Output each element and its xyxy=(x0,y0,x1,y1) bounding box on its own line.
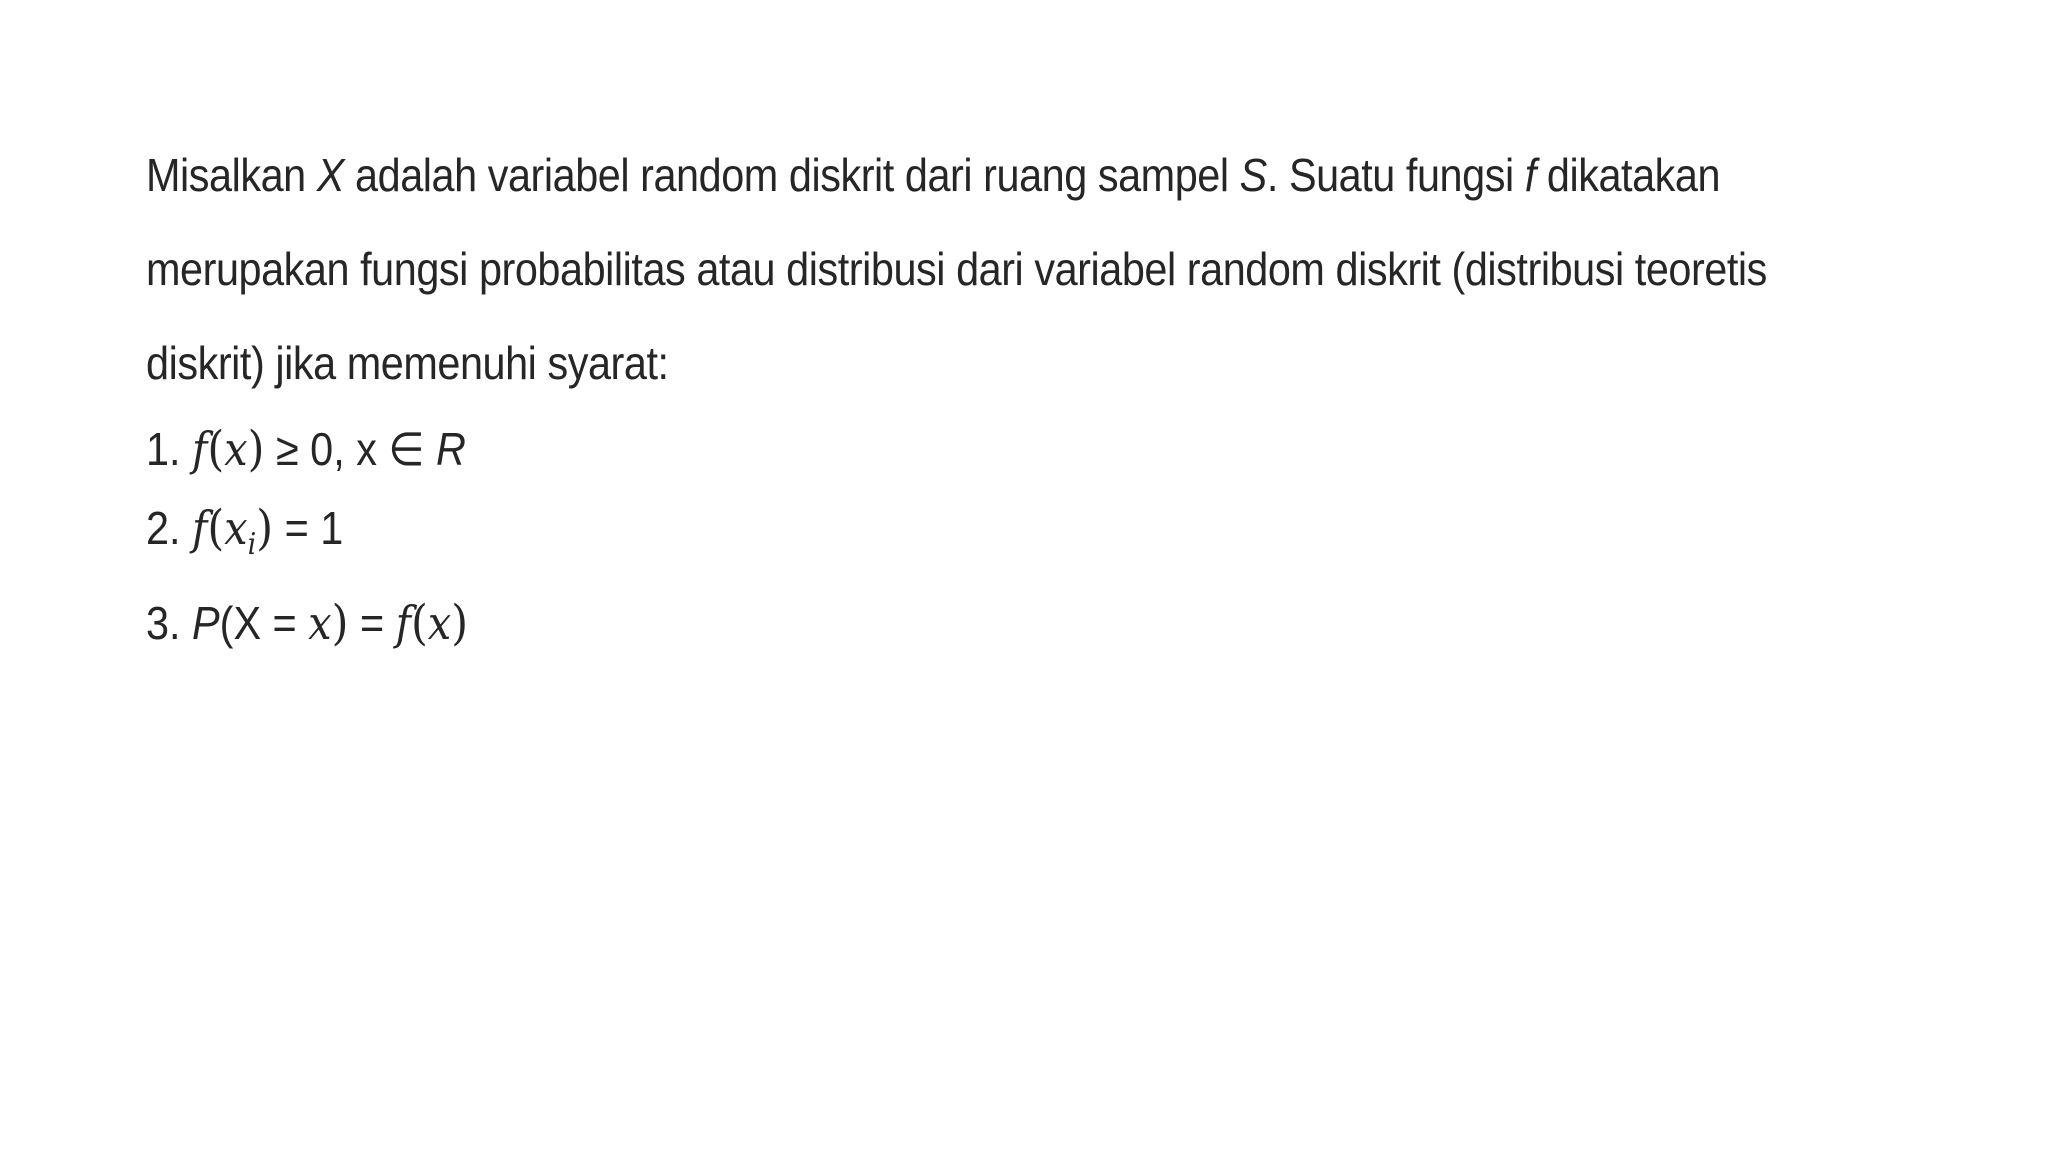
text-segment: Misalkan xyxy=(146,149,317,201)
math-paren: ) xyxy=(451,595,469,651)
math-paren: ) xyxy=(256,500,274,556)
math-paren: ) xyxy=(331,595,349,651)
text-segment: dikatakan xyxy=(1535,149,1721,201)
math-x: x xyxy=(427,596,452,650)
variable-X: X xyxy=(316,149,344,201)
text-segment: . Suatu fungsi xyxy=(1266,149,1525,201)
math-x: x xyxy=(224,422,248,476)
math-paren: ) xyxy=(247,421,265,477)
set-R: R xyxy=(435,423,466,475)
math-paren: ( xyxy=(207,500,225,556)
condition-item-3 xyxy=(146,584,1730,663)
math-P: P xyxy=(192,597,220,649)
condition-text: = 1 xyxy=(273,502,344,554)
condition-number: 2. xyxy=(146,502,181,554)
conditions-list xyxy=(146,410,1906,663)
slide-content xyxy=(146,128,1906,663)
condition-number: 3. xyxy=(146,597,181,649)
math-f: f xyxy=(192,501,208,555)
text-segment: adalah variabel random diskrit dari ruang sampel xyxy=(343,149,1240,201)
math-x: x xyxy=(224,501,248,555)
math-f: f xyxy=(192,422,208,476)
paragraph-line-1 xyxy=(146,128,1904,222)
math-subscript-i: i xyxy=(247,527,257,562)
condition-item-1 xyxy=(146,410,1730,489)
condition-text: (X = xyxy=(219,597,309,649)
definition-paragraph xyxy=(146,128,1904,410)
paragraph-line-3: diskrit) jika memenuhi syarat: xyxy=(146,337,669,389)
condition-item-2 xyxy=(146,489,1730,584)
math-x: x xyxy=(308,596,332,650)
math-f: f xyxy=(395,596,411,650)
condition-text: ≥ 0, x ∈ xyxy=(264,423,436,475)
paragraph-line-2: merupakan fungsi probabilitas atau distribusi dari variabel random diskrit (distribusi teoretis xyxy=(146,243,1767,295)
variable-f: f xyxy=(1524,149,1536,201)
math-paren: ( xyxy=(207,421,225,477)
variable-S: S xyxy=(1239,149,1267,201)
condition-text: = xyxy=(348,597,396,649)
condition-number: 1. xyxy=(146,423,181,475)
math-paren: ( xyxy=(410,595,428,651)
